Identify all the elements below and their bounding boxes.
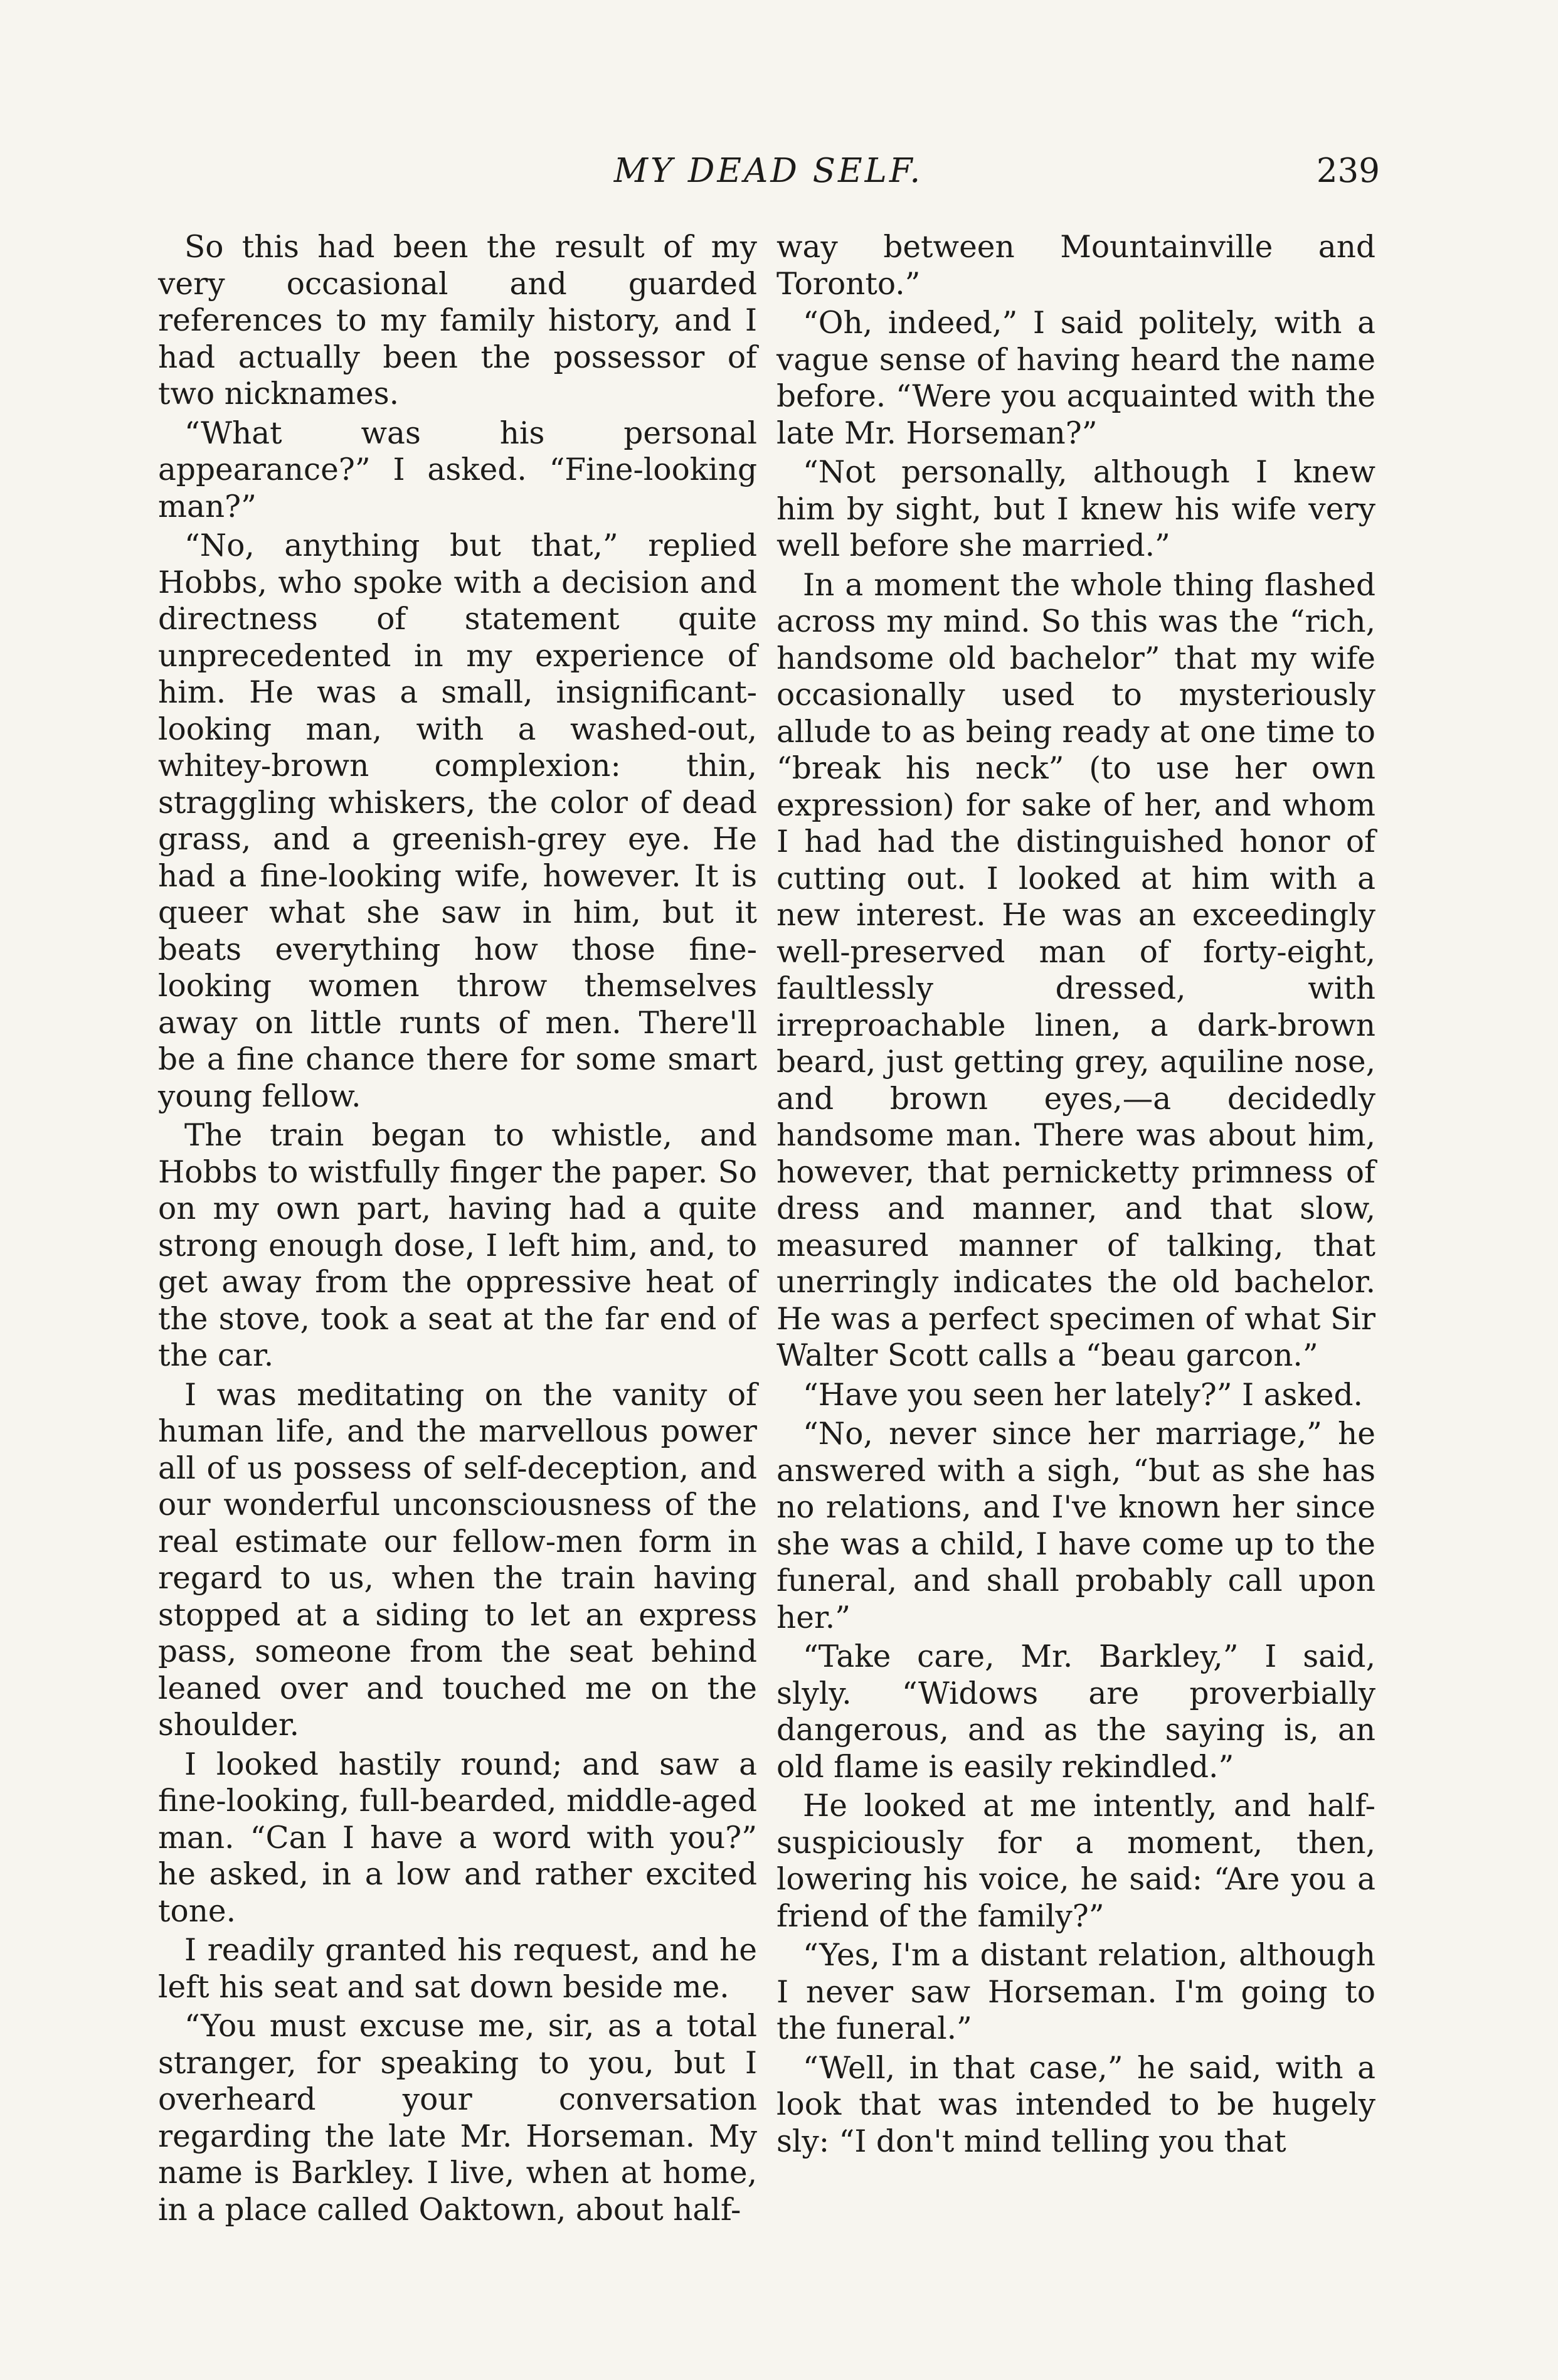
paragraph: “Well, in that case,” he said, with a look that was intended to be hugely sly: “I don't mind telling you that: [776, 2050, 1375, 2159]
paragraph: “Oh, indeed,” I said politely, with a vague sense of having heard the name before. “Were you acquainted with the late Mr. Horseman?”: [776, 305, 1375, 451]
right-column: [776, 229, 1375, 2162]
paragraph: “You must excuse me, sir, as a total stranger, for speaking to you, but I overheard your conversation regarding the late Mr. Horseman. My name is Barkley. I live, when at home, in a place called Oaktown, about half-: [158, 2009, 757, 2228]
paragraph: “No, never since her marriage,” he answered with a sigh, “but as she has no relations, and I've known her since she was a child, I have come up to the funeral, and shall probably call upon her.”: [776, 1416, 1375, 1635]
paragraph: “What was his personal appearance?” I asked. “Fine-looking man?”: [158, 415, 757, 524]
paragraph: “Have you seen her lately?” I asked.: [803, 1377, 1363, 1413]
paragraph-continuation: way between Mountainville and Toronto.”: [776, 230, 1375, 302]
left-column: [158, 229, 757, 2231]
paragraph: “Take care, Mr. Barkley,” I said, slyly. “Widows are proverbially dangerous, and as the saying is, an old flame is easily rekindled.”: [776, 1639, 1375, 1785]
paragraph: I looked hastily round; and saw a fine-looking, full-bearded, middle-aged man. “Can I have a word with you?” he asked, in a low and rather excited tone.: [158, 1746, 757, 1929]
paragraph: “Not personally, although I knew him by sight, but I knew his wife very well before she married.”: [776, 455, 1375, 563]
paragraph: In a moment the whole thing flashed across my mind. So this was the “rich, handsome old bachelor” that my wife occasionally used to mysteriously allude to as being ready at one time to “break his neck” (to use her own expression) for sake of her, and whom I had had the distinguished honor of cutting out. I looked at him with a new interest. He was an exceedingly well-preserved man of forty-eight, faultlessly dressed, with irreproachable linen, a dark-brown beard, just getting grey, aquiline nose, and brown eyes,—a decidedly handsome man. There was about him, however, that pernicketty primness of dress and manner, and that slow, measured manner of talking, that unerringly indicates the old bachelor. He was a perfect specimen of what Sir Walter Scott calls a “beau garcon.”: [776, 567, 1375, 1373]
running-title: MY DEAD SELF.: [613, 152, 923, 190]
paragraph: “No, anything but that,” replied Hobbs, who spoke with a decision and directness of statement quite unprecedented in my experience of him. He was a small, insignificant-looking man, with a washed-out, whitey-brown complexion: thin, straggling whiskers, the color of dead grass, and a greenish-grey eye. He had a fine-looking wife, however. It is queer what she saw in him, but it beats everything how those fine-looking women throw themselves away on little runts of men. There'll be a fine chance there for some smart young fellow.: [158, 528, 757, 1114]
paragraph: So this had been the result of my very occasional and guarded references to my family history, and I had actually been the possessor of two nicknames.: [158, 230, 757, 412]
paragraph: I readily granted his request, and he left his seat and sat down beside me.: [158, 1933, 757, 2005]
paragraph: “Yes, I'm a distant relation, although I never saw Horseman. I'm going to the funeral.”: [776, 1938, 1375, 2046]
page-number: 239: [1316, 152, 1380, 190]
paragraph: He looked at me intently, and half-suspiciously for a moment, then, lowering his voice, he said: “Are you a friend of the family?”: [776, 1788, 1375, 1934]
page-header: [157, 149, 1380, 206]
paragraph: I was meditating on the vanity of human life, and the marvellous power all of us possess of self-deception, and our wonderful unconsciousness of the real estimate our fellow-men form in regard to us, when the train having stopped at a siding to let an express pass, someone from the seat behind leaned over and touched me on the shoulder.: [158, 1377, 757, 1743]
paragraph: The train began to whistle, and Hobbs to wistfully finger the paper. So on my own part, having had a quite strong enough dose, I left him, and, to get away from the oppressive heat of the stove, took a seat at the far end of the car.: [158, 1118, 757, 1373]
